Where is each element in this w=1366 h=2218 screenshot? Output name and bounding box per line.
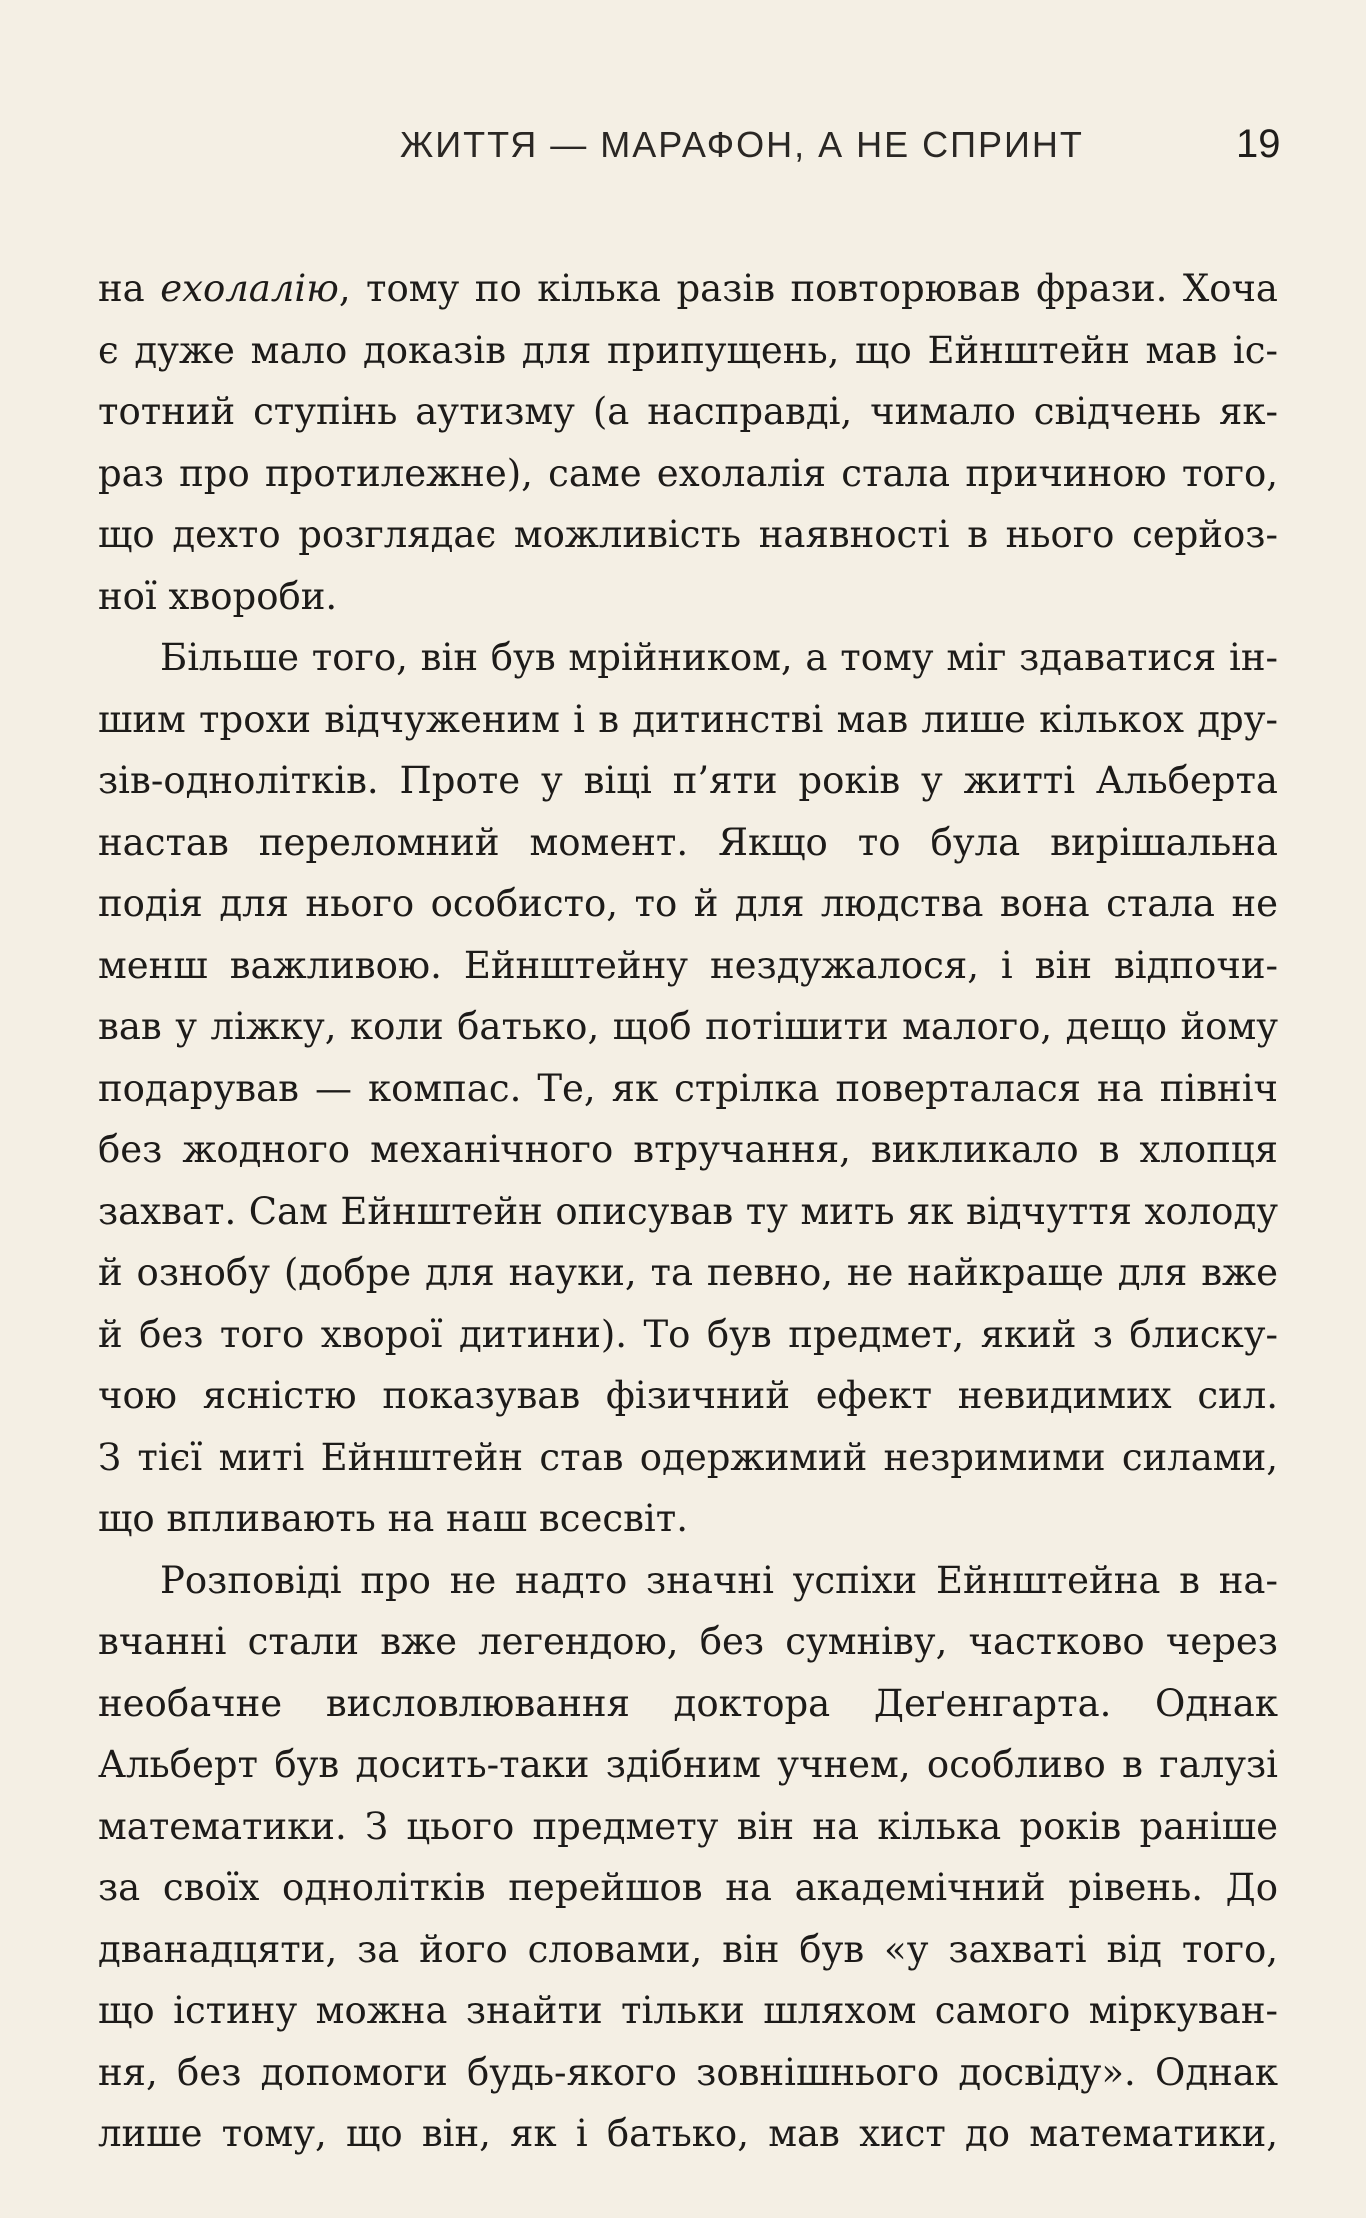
text-line: що впливають на наш всесвіт. <box>98 1497 688 1540</box>
text-line: що дехто розглядає можливість наявності в нього серйоз- <box>98 513 1278 556</box>
text-line: З тієї миті Ейнштейн став одержимий незримими силами, <box>98 1435 1278 1479</box>
body-text <box>98 258 1278 2165</box>
text-line: ня, без допомоги будь-якого зовнішнього досвіду». Однак <box>98 2050 1278 2094</box>
italic-term: ехолалію <box>160 267 339 310</box>
text-line: раз про протилежне), саме ехолалія стала причиною того, <box>98 451 1278 495</box>
text-line: вчанні стали вже легендою, без сумніву, частково через <box>98 1620 1278 1663</box>
text-line: лише тому, що він, як і батько, мав хист до математики, <box>98 2112 1278 2155</box>
text-line: шим трохи відчуженим і в дитинстві мав лише кількох дру- <box>98 697 1278 741</box>
text-line: дванадцяти, за його словами, він був «у захваті від того, <box>98 1927 1278 1971</box>
text-line: й без того хворої дитини). То був предмет, який з блиску- <box>98 1312 1278 1356</box>
text-line: захват. Сам Ейнштейн описував ту мить як відчуття холоду <box>98 1189 1278 1233</box>
running-header <box>0 124 1366 184</box>
text-line: на ехолалію, тому по кілька разів повторював фрази. Хоча <box>98 267 1278 310</box>
text-line: є дуже мало доказів для припущень, що Ейнштейн мав іс- <box>98 328 1278 372</box>
text-line: математики. З цього предмету він на кілька років раніше <box>98 1804 1278 1848</box>
text-line: без жодного механічного втручання, викликало в хлопця <box>98 1128 1278 1171</box>
text-line: чою ясністю показував фізичний ефект невидимих сил. <box>98 1374 1278 1417</box>
paragraph-start-line: Розповіді про не надто значні успіхи Ейнштейна в на- <box>160 1558 1278 1602</box>
text-line: Альберт був досить-таки здібним учнем, особливо в галузі <box>98 1743 1278 1786</box>
text-line: вав у ліжку, коли батько, щоб потішити малого, дещо йому <box>98 1005 1278 1048</box>
text-line: тотний ступінь аутизму (а насправді, чимало свідчень як- <box>98 390 1278 433</box>
text-line: подарував — компас. Те, як стрілка поверталася на північ <box>98 1066 1278 1110</box>
text-line: що істину можна знайти тільки шляхом самого міркуван- <box>98 1989 1278 2032</box>
page-number: 19 <box>1236 122 1281 166</box>
paragraph-start-line: Більше того, він був мрійником, а тому міг здаватися ін- <box>160 636 1278 679</box>
text-line: менш важливою. Ейнштейну нездужалося, і він відпочи- <box>98 943 1278 987</box>
text-line: й ознобу (добре для науки, та певно, не найкраще для вже <box>98 1251 1278 1294</box>
text-line: настав переломний момент. Якщо то була вирішальна <box>98 820 1278 864</box>
text-line: зів-однолітків. Проте у віці п’яти років у житті Альберта <box>98 759 1278 802</box>
text-line: ної хвороби. <box>98 574 338 618</box>
running-title: ЖИТТЯ — МАРАФОН, А НЕ СПРИНТ <box>400 124 1084 165</box>
text-line: подія для нього особисто, то й для людства вона стала не <box>98 882 1278 925</box>
text-line: за своїх однолітків перейшов на академічний рівень. До <box>98 1866 1278 1909</box>
text-line: необачне висловлювання доктора Деґенгарта. Однак <box>98 1681 1278 1725</box>
